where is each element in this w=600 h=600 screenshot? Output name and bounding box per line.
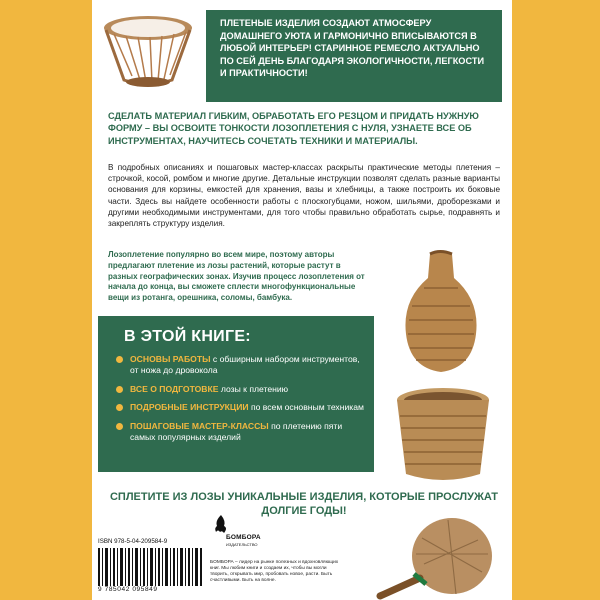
book-item-key: ПОДРОБНЫЕ ИНСТРУКЦИИ	[130, 402, 249, 413]
book-item-text: по всем основным техникам	[248, 402, 364, 413]
book-item	[114, 384, 364, 395]
wicker-basket-image	[386, 382, 500, 490]
wicker-basket-image	[98, 8, 198, 98]
description-paragraph: В подробных описаниях и пошаговых мастер-классах раскрыты практические методы плетения – строчкой, косой, ромбом и многие другие. Детальные инструкции позволят сделать разные варианты основания для корзины, емкостей для хранения, вазы и хлебницы, а также построить их боковые части. Здесь вы найдете особенности работы с плоскогубцами, ножом, шильями, дроборезками и другими необходимыми инструментами, для того чтобы правильно обработать сырье, подравнять и закреплять структуру изделия.	[108, 163, 500, 229]
publisher-name: БОМБОРА	[226, 534, 261, 541]
publisher-description: БОМБОРА – лидер на рынке полезных и вдохновляющих книг. Мы любим книги и создаем их, чтобы вы могли творить, открывать мир, пробовать новое, расти. Быть счастливыми. Быть на волне.	[210, 560, 339, 583]
book-item-text: лозы к плетению	[218, 383, 289, 394]
isbn: ISBN 978-5-04-209584-9	[98, 538, 168, 545]
book-item	[114, 402, 364, 413]
publisher-subtitle: ИЗДАТЕЛЬСТВО	[226, 542, 258, 547]
top-intro-box	[206, 10, 502, 102]
wicker-fan-image	[372, 508, 500, 600]
bullet-icon	[116, 404, 123, 411]
book-item	[114, 354, 364, 377]
book-item-key: ВСЕ О ПОДГОТОВКЕ	[130, 383, 219, 394]
intro-highlight: СДЕЛАТЬ МАТЕРИАЛ ГИБКИМ, ОБРАБОТАТЬ ЕГО РЕЗЦОМ И ПРИДАТЬ НУЖНУЮ ФОРМУ – ВЫ ОСВОИТЕ ТОНКОСТИ ЛОЗОПЛЕТЕНИЯ С НУЛЯ, УЗНАЕТЕ ВСЕ ОБ ИНСТРУМЕНТАХ, НАУЧИТЕСЬ СОЧЕТАТЬ ТЕХНИКИ И МАТЕРИАЛЫ.	[108, 111, 479, 146]
book-item-text: по плетению пяти самых популярных изделий	[130, 420, 343, 443]
bullet-icon	[116, 356, 123, 363]
top-intro-text: ПЛЕТЕНЫЕ ИЗДЕЛИЯ СОЗДАЮТ АТМОСФЕРУ ДОМАШНЕГО УЮТА И ГАРМОНИЧНО ВПИСЫВАЮТСЯ В ЛЮБОЙ ИНТЕРЬЕР! СТАРИННОЕ РЕМЕСЛО АКТУАЛЬНО ПО СЕЙ ДЕНЬ БЛАГОДАРЯ ЭКОЛОГИЧНОСТИ, ЛЕГКОСТИ И ПРАКТИЧНОСТИ!	[220, 18, 485, 79]
publisher-logo	[214, 514, 264, 558]
book-item-key: ОСНОВЫ РАБОТЫ	[130, 354, 211, 364]
book-contents-title: В ЭТОЙ КНИГЕ:	[124, 328, 251, 345]
book-contents-box	[98, 316, 374, 472]
book-item-key: ПОШАГОВЫЕ МАСТЕР-КЛАССЫ	[130, 420, 269, 431]
side-highlight: Лозоплетение популярно во всем мире, поэтому авторы предлагают плетение из лозы растений, которые растут в разных географических зонах. Изучив процесс лозоплетения от начала до конца, вы сможете сплести многофункциональные вещи из ротанга, орешника, соломы, бамбука.	[108, 250, 365, 303]
slogan: СПЛЕТИТЕ ИЗ ЛОЗЫ УНИКАЛЬНЫЕ ИЗДЕЛИЯ, КОТОРЫЕ ПРОСЛУЖАТ ДОЛГИЕ ГОДЫ!	[109, 491, 499, 517]
barcode	[98, 548, 202, 586]
flame-logo-icon	[214, 514, 228, 534]
book-item	[114, 421, 364, 444]
book-item-text: с обширным набором инструментов, от ножа до дровокола	[130, 354, 360, 376]
barcode-number: 9 785042 095849	[98, 586, 158, 593]
wicker-vase-image	[382, 248, 500, 376]
bullet-icon	[116, 386, 123, 393]
bullet-icon	[116, 423, 123, 430]
